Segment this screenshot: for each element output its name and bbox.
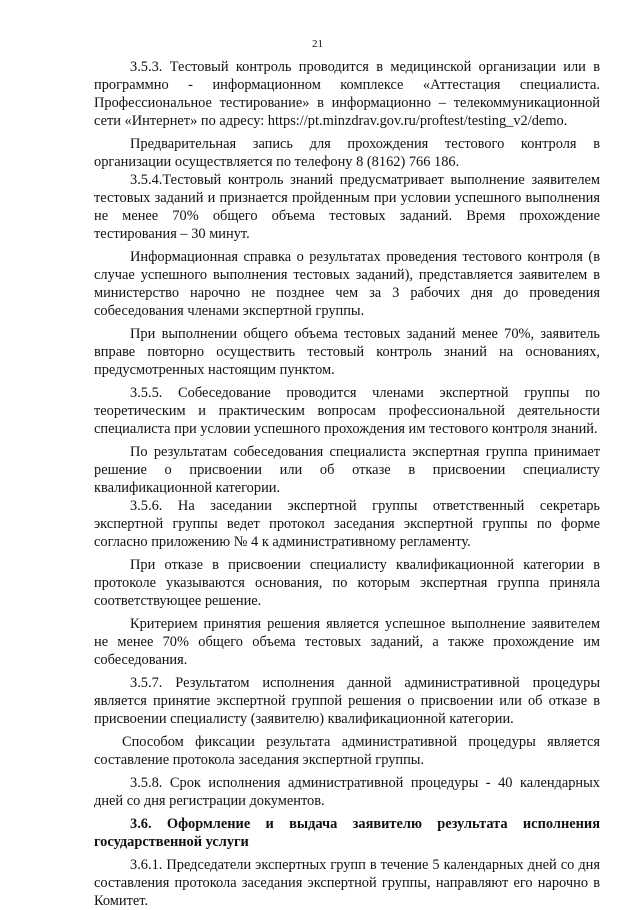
- paragraph-3-5-7: 3.5.7. Результатом исполнения данной административной процедуры является принятие экспертной группой решения о присвоении или об отказе в присвоении специалисту (заявителю) квалификационной категории.: [94, 675, 600, 727]
- paragraph-retest: При выполнении общего объема тестовых заданий менее 70%, заявитель вправе повторно осуществить тестовый контроль знаний на основаниях, предусмотренных настоящим пунктом.: [94, 326, 600, 378]
- paragraph-info-certificate: Информационная справка о результатах проведения тестового контроля (в случае успешного выполнения тестовых заданий), представляется заявителем в министерство нарочно не позднее чем за 3 рабочих дня до проведения собеседования членами экспертной группы.: [94, 249, 600, 319]
- paragraph-interview-results: По результатам собеседования специалиста экспертная группа принимает решение о присвоении или об отказе в присвоении специалисту квалификационной категории.: [94, 444, 600, 496]
- page-number: 21: [312, 38, 323, 50]
- paragraph-3-5-4: 3.5.4.Тестовый контроль знаний предусматривает выполнение заявителем тестовых заданий и признается пройденным при условии успешного выполнения не менее 70% общего объема тестовых заданий. Время прохождение тестирования – 30 минут.: [94, 172, 600, 242]
- paragraph-preliminary-registration: Предварительная запись для прохождения тестового контроля в организации осуществляется по телефону 8 (8162) 766 186.: [94, 136, 600, 170]
- paragraph-3-6-1: 3.6.1. Председатели экспертных групп в течение 5 календарных дней со дня составления протокола заседания экспертной группы, направляют его нарочно в Комитет.: [94, 857, 600, 909]
- section-heading-3-6: 3.6. Оформление и выдача заявителю результата исполнения государственной услуги: [94, 816, 600, 850]
- paragraph-fixation-method: Способом фиксации результата административной процедуры является составление протокола заседания экспертной группы.: [94, 734, 600, 768]
- paragraph-3-5-6: 3.5.6. На заседании экспертной группы ответственный секретарь экспертной группы ведет протокол заседания экспертной группы по форме согласно приложению № 4 к административному регламенту.: [94, 498, 600, 550]
- paragraph-3-5-5: 3.5.5. Собеседование проводится членами экспертной группы по теоретическим и практическим вопросам профессиональной деятельности специалиста при условии успешного прохождения им тестового контроля знаний.: [94, 385, 600, 437]
- paragraph-refusal-grounds: При отказе в присвоении специалисту квалификационной категории в протоколе указываются основания, по которым экспертная группа приняла соответствующее решение.: [94, 557, 600, 609]
- document-body: [94, 58, 600, 910]
- paragraph-3-5-3: 3.5.3. Тестовый контроль проводится в медицинской организации или в программно - информационном комплексе «Аттестация специалиста. Профессиональное тестирование» в информационно – телекоммуникационной сети «Интернет» по адресу: https://pt.minzdrav.gov.ru/proftest/testing_v2/demo.: [94, 59, 600, 129]
- paragraph-decision-criterion: Критерием принятия решения является успешное выполнение заявителем не менее 70% общего объема тестовых заданий, а также прохождение им собеседования.: [94, 616, 600, 668]
- paragraph-3-5-8: 3.5.8. Срок исполнения административной процедуры - 40 календарных дней со дня регистрации документов.: [94, 775, 600, 809]
